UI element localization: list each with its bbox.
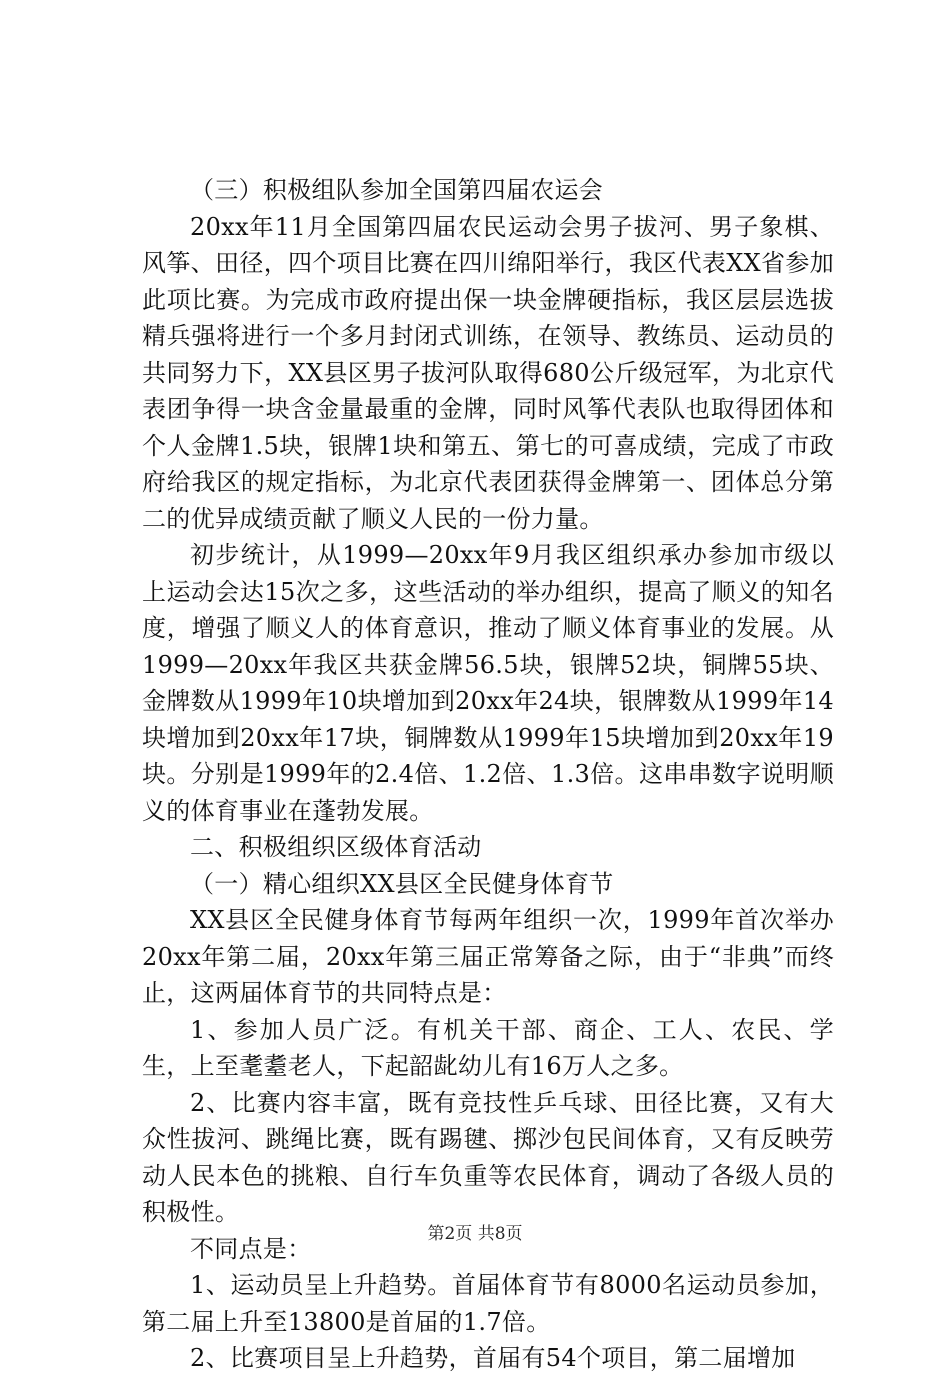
paragraph-point-content: 2、比赛内容丰富，既有竞技性乒乓球、田径比赛，又有大众性拔河、跳绳比赛，既有踢毽、掷沙包民间体育，又有反映劳动人民本色的挑粮、自行车负重等农民体育，调动了各级人员的积极性。 — [142, 1088, 834, 1226]
paragraph-diff-athletes: 1、运动员呈上升趋势。首届体育节有8000名运动员参加，第二届上升至13800是首届的1.7倍。 — [142, 1271, 834, 1336]
paragraph-differences-label: 不同点是： — [190, 1234, 312, 1263]
paragraph-national-games: 20xx年11月全国第四届农民运动会男子拔河、男子象棋、风筝、田径，四个项目比赛在四川绵阳举行，我区代表XX省参加此项比赛。为完成市政府提出保一块金牌硬指标，我区层层选拔精兵强将进行一个多月封闭式训练，在领导、教练员、运动员的共同努力下，XX县区男子拔河队取得680公斤级冠军，为北京代表团争得一块含金量最重的金牌，同时风筝代表队也取得团体和个人金牌1.5块，银牌1块和第五、第七的可喜成绩，完成了市政府给我区的规定指标，为北京代表团获得金牌第一、团体总分第二的优异成绩贡献了顺义人民的一份力量。 — [142, 212, 834, 533]
section-heading-national-games: （三）积极组队参加全国第四届农运会 — [190, 176, 604, 204]
paragraph-festival-intro: XX县区全民健身体育节每两年组织一次，1999年首次举办20xx年第二届，20xx年第三届正常筹备之际，由于“非典”而终止，这两届体育节的共同特点是： — [142, 906, 834, 1007]
paragraph-diff-events: 2、比赛项目呈上升趋势，首届有54个项目，第二届增加 — [190, 1344, 796, 1372]
subsection-heading-fitness-festival: （一）精心组织XX县区全民健身体育节 — [190, 869, 614, 898]
document-body — [142, 172, 834, 1377]
page-footer — [0, 1224, 950, 1244]
page-number: 第2页 共8页 — [427, 1224, 523, 1244]
paragraph-point-participants: 1、参加人员广泛。有机关干部、商企、工人、农民、学生，上至耄耋老人，下起韶龀幼儿有16万人之多。 — [142, 1015, 834, 1080]
paragraph-statistics: 初步统计，从1999—20xx年9月我区组织承办参加市级以上运动会达15次之多，这些活动的举办组织，提高了顺义的知名度，增强了顺义人的体育意识，推动了顺义体育事业的发展。从1999—20xx年我区共获金牌56.5块，银牌52块，铜牌55块、金牌数从1999年10块增加到20xx年24块，银牌数从1999年14块增加到20xx年17块，铜牌数从1999年15块增加到20xx年19块。分别是1999年的2.4倍、1.2倍、1.3倍。这串串数字说明顺义的体育事业在蓬勃发展。 — [142, 541, 834, 825]
section-heading-district-activities: 二、积极组织区级体育活动 — [190, 833, 482, 861]
